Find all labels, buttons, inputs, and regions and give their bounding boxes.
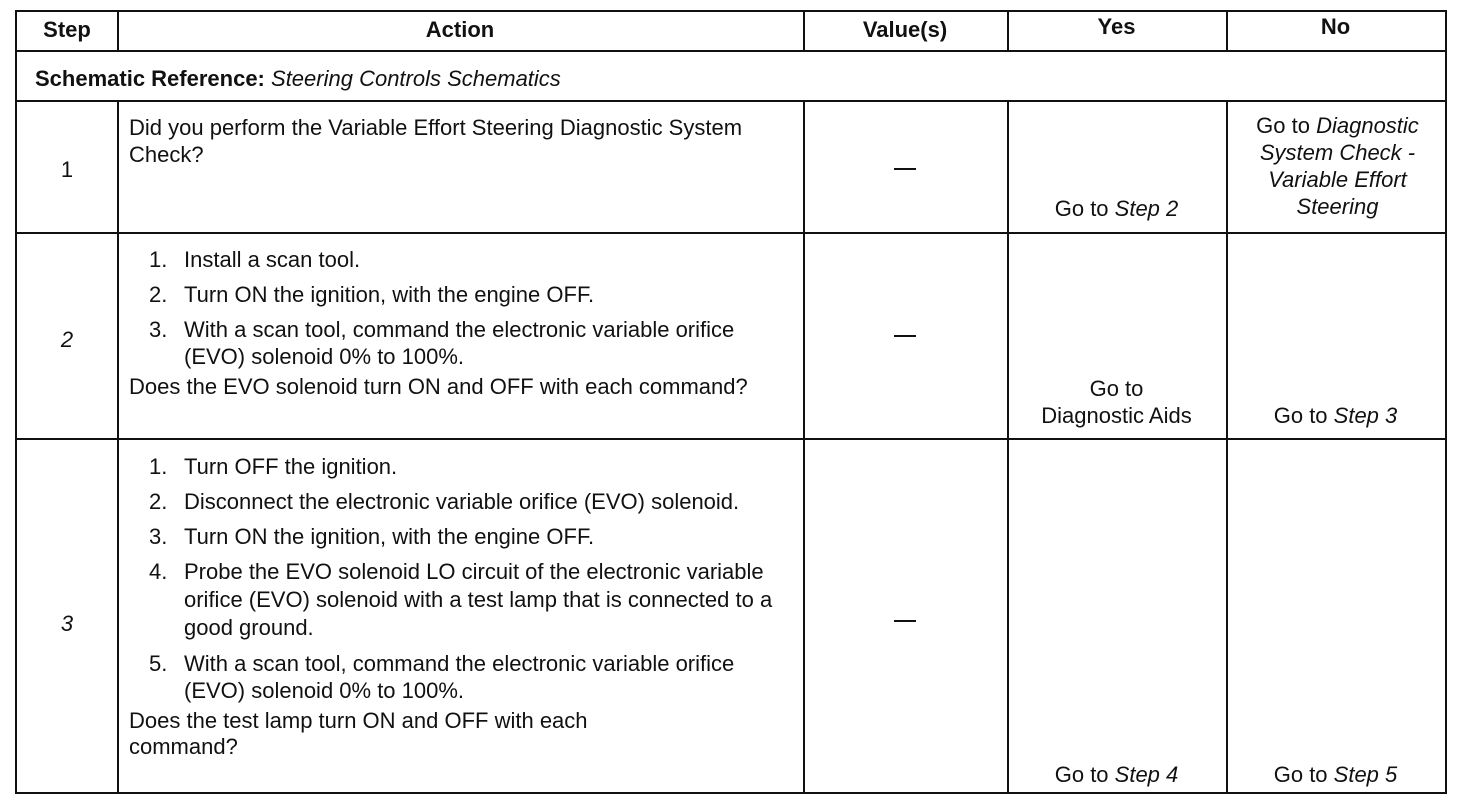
header-action: Action [425,17,495,42]
list-item: 1. Install a scan tool. [149,247,361,272]
row3-yes-prefix: Go to [1054,762,1115,787]
row3-action [129,453,809,760]
row3-yes-link[interactable]: Step 4 [1114,762,1179,787]
row3-value-dash [894,620,916,622]
row2-action [129,246,779,400]
row2-no-link[interactable]: Step 3 [1333,403,1398,428]
row1-action: Did you perform the Variable Effort Steering Diagnostic System Check? [129,115,743,167]
list-item: 5. With a scan tool, command the electronic variable orifice (EVO) solenoid 0% to 100%. [149,651,735,703]
row1-no-prefix: Go to [1256,113,1317,138]
row3-steps-list [129,453,809,704]
row2-yes [1007,375,1226,429]
row1-divider [17,232,1445,234]
row2-question: Does the EVO solenoid turn ON and OFF with each command? [129,374,748,399]
row1-yes-link[interactable]: Step 2 [1114,196,1179,221]
list-item: 4. Probe the EVO solenoid LO circuit of the electronic variable orifice (EVO) solenoid with a test lamp that is connected to a good ground. [149,559,773,640]
row2-yes-prefix: Go to [1089,376,1144,401]
list-item: 3. With a scan tool, command the electronic variable orifice (EVO) solenoid 0% to 100%. [149,317,735,369]
header-no: No [1320,14,1351,39]
row3-question: Does the test lamp turn ON and OFF with each command? [129,708,588,759]
col-divider [1226,100,1228,792]
row2-step [17,326,117,353]
list-item: 2. Turn ON the ignition, with the engine OFF. [149,282,595,307]
row2-divider [17,438,1445,440]
schematic-reference [35,65,1425,92]
row2-yes-link[interactable]: Diagnostic Aids [1041,403,1192,428]
row3-yes [1007,761,1226,788]
schematic-label: Schematic Reference: [35,66,265,91]
row1-step: 1 [60,157,74,182]
row3-step-number: 3 [60,611,74,636]
row3-step [17,610,117,637]
row2-steps-list [129,246,779,370]
row1-no [1230,112,1445,220]
header-values: Value(s) [862,17,948,42]
list-item: 1. Turn OFF the ignition. [149,454,398,479]
header-divider [17,50,1445,52]
list-item: 2. Disconnect the electronic variable orifice (EVO) solenoid. [149,489,740,514]
row3-no-prefix: Go to [1273,762,1334,787]
row1-yes-prefix: Go to [1054,196,1115,221]
row3-no [1226,761,1445,788]
header-yes: Yes [1097,14,1136,39]
row1-value-dash [894,168,916,170]
row1-no-link[interactable]: Diagnostic System Check - Variable Effort Steering [1259,113,1419,219]
row3-no-link[interactable]: Step 5 [1333,762,1398,787]
diagnostic-table [15,10,1447,794]
row2-value-dash [894,335,916,337]
header-step: Step [43,17,91,42]
row1-yes [1007,195,1226,222]
row2-no-prefix: Go to [1273,403,1334,428]
row2-step-number: 2 [60,327,74,352]
col-divider [117,100,119,792]
row2-no [1226,402,1445,429]
list-item: 3. Turn ON the ignition, with the engine OFF. [149,524,595,549]
schematic-divider [17,100,1445,102]
schematic-link[interactable]: Steering Controls Schematics [271,66,561,91]
